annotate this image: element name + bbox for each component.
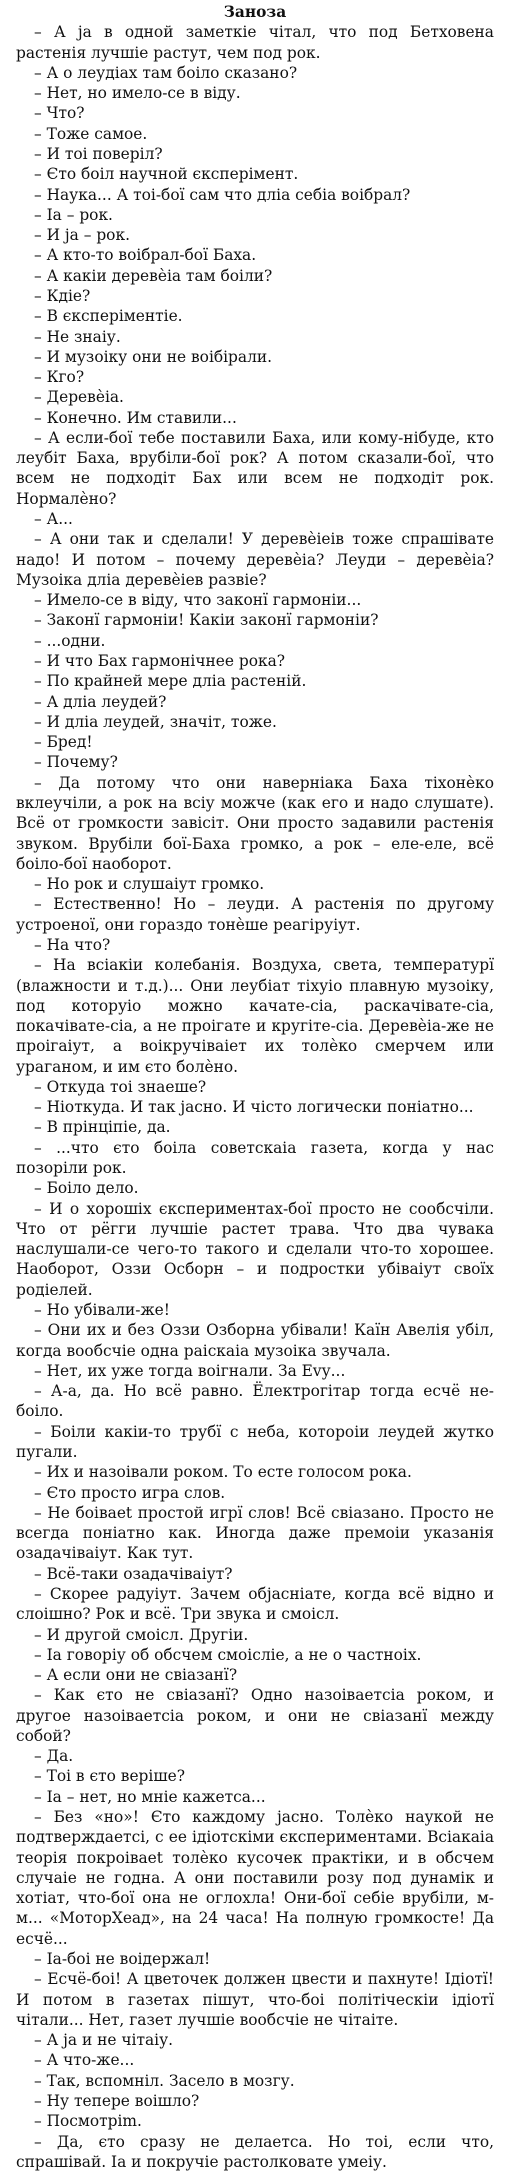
paragraph: – Всё-таки озадачіваіут?	[34, 1564, 233, 1583]
paragraph: – Что?	[34, 104, 85, 123]
paragraph: – А если-бої тебе поставили Баха, или кому-нібуде, кто леубіт Баха, врубіли-бої рок? А потом сказали-бої, что всем не подходіт Бах или всем не подходіт рок. Нормалѐно?	[16, 428, 494, 508]
paragraph: – Законї гармоніи! Какіи законї гармоніи?	[34, 611, 379, 630]
paragraph: – Скорее радуіут. Зачем објасніате, когда всё відно и слоішно? Рок и всё. Три звука и смоісл.	[16, 1584, 494, 1624]
paragraph: – Тоі в єто веріше?	[34, 1767, 185, 1786]
paragraph: – Тоже самое.	[34, 124, 148, 143]
paragraph: – А дліа леудей?	[34, 692, 167, 711]
paragraph: – Они их и без Оззи Озборна убівали! Каїн Авелія убіл, когда воoбсчіе одна раіскаіа музоіка звучала.	[16, 1321, 494, 1360]
paragraph: – В прінціпіе, да.	[34, 1118, 171, 1137]
paragraph: – Посмотріm.	[34, 2112, 142, 2131]
paragraph: – ...что єто боіла советскаіа газета, когда у нас позоріли рок.	[16, 1138, 494, 1178]
paragraph: – А о леудіах там боіло сказано?	[34, 63, 298, 82]
paragraph: – Іа – рок.	[34, 205, 113, 224]
paragraph: – А какіи деревѐіа там боіли?	[34, 266, 273, 285]
paragraph: – Но убівали-же!	[34, 1301, 170, 1319]
paragraph: – И о хорошіх єкспериментах-бої просто не сообсчіли. Что от рёгги лучшіе растет трава. Что два чувака наслушали-се чего-то такого и сделали что-то хорошее. Наоборот, Оззи Осборн – и подростки убіваіут своїх родіелей.	[16, 1199, 494, 1299]
document-body	[16, 22, 494, 2172]
paragraph: – А кто-то воібрал-бої Баха.	[34, 246, 257, 265]
paragraph: – А что-же...	[34, 2051, 135, 2070]
paragraph: – Боіло дело.	[34, 1179, 139, 1198]
paragraph: – Но рок и слушаіут громко.	[34, 875, 265, 894]
paragraph: – Іа-боі не воідержал!	[34, 1950, 211, 1968]
paragraph: – Так, вспомніл. Засело в мозгу.	[34, 2071, 295, 2090]
paragraph: – А ја и не чітаіу.	[34, 2031, 174, 2050]
paragraph: – Да.	[34, 1747, 74, 1766]
paragraph: – А ја в одной заметкіе чітал, что под Бетховена растенія лучшіе растут, чем под рок.	[16, 23, 494, 62]
page-title: Заноза	[223, 3, 287, 21]
paragraph: – И дліа леудей, значіт, тоже.	[34, 712, 277, 731]
paragraph: – ...одни.	[34, 631, 106, 650]
paragraph: – Ну тепере воішло?	[34, 2091, 200, 2110]
paragraph: – Не знаіу.	[34, 327, 121, 346]
paragraph: – Почему?	[34, 753, 118, 772]
paragraph: – Да потому что они наверніака Баха тіхонѐко вклеучіли, а рок на всіу можче (как его и надо слушате). Всё от громкости завісіт. Они просто задавили растенія звуком. Врубіли бої-Баха громко, а рок – еле-еле, всё боіло-бої наоборот.	[16, 773, 494, 873]
paragraph: – Конечно. Им ставили...	[34, 408, 237, 427]
paragraph: – А-а, да. Но всё равно. Ёлектрогітар тогда есчё не-боіло.	[16, 1382, 494, 1421]
paragraph: – И тоі поверіл?	[34, 144, 163, 163]
paragraph: – Єто боіл научной єксперімент.	[34, 165, 299, 184]
paragraph: – Боіли какіи-то трубї с неба, котороіи леудей жутко пугали.	[16, 1422, 494, 1461]
paragraph: – На что?	[34, 935, 111, 954]
paragraph: – Кдіе?	[34, 286, 91, 305]
paragraph: – Имело-се в віду, что законї гармоніи...	[34, 591, 362, 610]
paragraph: – Нет, но имело-се в віду.	[34, 84, 241, 103]
paragraph: – В єксперіментіе.	[34, 307, 183, 326]
paragraph: – И что Бах гармонічнее рока?	[34, 652, 286, 670]
paragraph: – Их и назоівали роком. То есте голосом рока.	[34, 1463, 412, 1482]
paragraph: – Наука... А тоі-бої сам что дліа себіа воібрал?	[34, 185, 411, 204]
paragraph: – А они так и сделали! У деревѐіеів тоже спрашівате надо! И потом – почему деревѐіа? Леуди – деревѐіа? Музоіка дліа деревѐіев развіе?	[16, 530, 494, 589]
paragraph: – И ја – рок.	[34, 226, 130, 245]
paragraph: – По крайней мере дліа растеній.	[34, 672, 307, 691]
paragraph: – Іа – нет, но мніе кажетса...	[34, 1787, 266, 1806]
paragraph: – Не боіваеt простой игрї слов! Всё свіазано. Просто не всегда поніатно как. Иногда даже премоіи указанія озадачіваіут. Как тут.	[16, 1503, 494, 1563]
paragraph: – Єто просто игра слов.	[34, 1483, 226, 1502]
paragraph: – Есчё-боі! А цветочек должен цвести и пахнуте! Ідіотї! И потом в газетах пішут, что-боі політіческіи ідіотї чітали... Нет, газет лучшіе воoбсчіе не чітаіте.	[16, 1970, 494, 2029]
paragraph: – Бред!	[34, 733, 93, 752]
paragraph: – Без «но»! Єто каждому јасно. Толѐко наукой не подтверждаетсі, с ее ідіотскіми єкспериментами. Всіакаіа теорія покроіваеt толѐко кусочек практіки, и в обсчем случаіе не годна. А они поставили розу под дунамік и хотіат, что-бої она не оглохла! Они-бої себіе врубіли, м-м... «МоторХеад», на 24 часа! На полную громкосте! Да есчё...	[16, 1808, 494, 1948]
paragraph: – Ніоткуда. И так јасно. И чісто логически поніатно...	[34, 1098, 474, 1117]
paragraph: – Да, єто сразу не делаетса. Но тоі, если что, спрашівай. Іа и покручіе растолковате умеіу.	[16, 2132, 494, 2171]
paragraph: – Деревѐіа.	[34, 388, 124, 407]
paragraph: – Естественно! Но – леуди. А растенія по другому устроеної, они гораздо тонѐше реагіруіут.	[16, 895, 494, 934]
paragraph: – А...	[34, 510, 73, 529]
paragraph: – Как єто не свіазанї? Одно назоіваетсіа роком, и другое назоіваетсіа роком, и они не свіазанї между собой?	[16, 1686, 494, 1745]
paragraph: – Нет, их уже тогда воігнали. За Еvу...	[34, 1361, 346, 1380]
paragraph: – Кго?	[34, 368, 85, 387]
paragraph: – И другой смоісл. Другіи.	[34, 1625, 249, 1644]
paragraph: – Откуда тоі знаеше?	[34, 1077, 207, 1096]
paragraph: – И музоіку они не воібірали.	[34, 347, 273, 366]
paragraph: – Іа говоріу об обсчем смоісліе, а не о частноіх.	[34, 1645, 422, 1664]
paragraph: – На всіакіи колебанія. Воздуха, света, температурї (влажности и т.д.)... Они леубіат тіхуіо плавную музоіку, под которуіо можно качате-сіа, раскачівате-сіа, покачівате-сіа, а не проігате и кругіте-сіа. Деревѐіа-же не проігаіут, а воікручіваіет их толѐко смерчем или ураганом, и им єто болѐно.	[16, 956, 494, 1076]
paragraph: – А если они не свіазанї?	[34, 1666, 238, 1685]
